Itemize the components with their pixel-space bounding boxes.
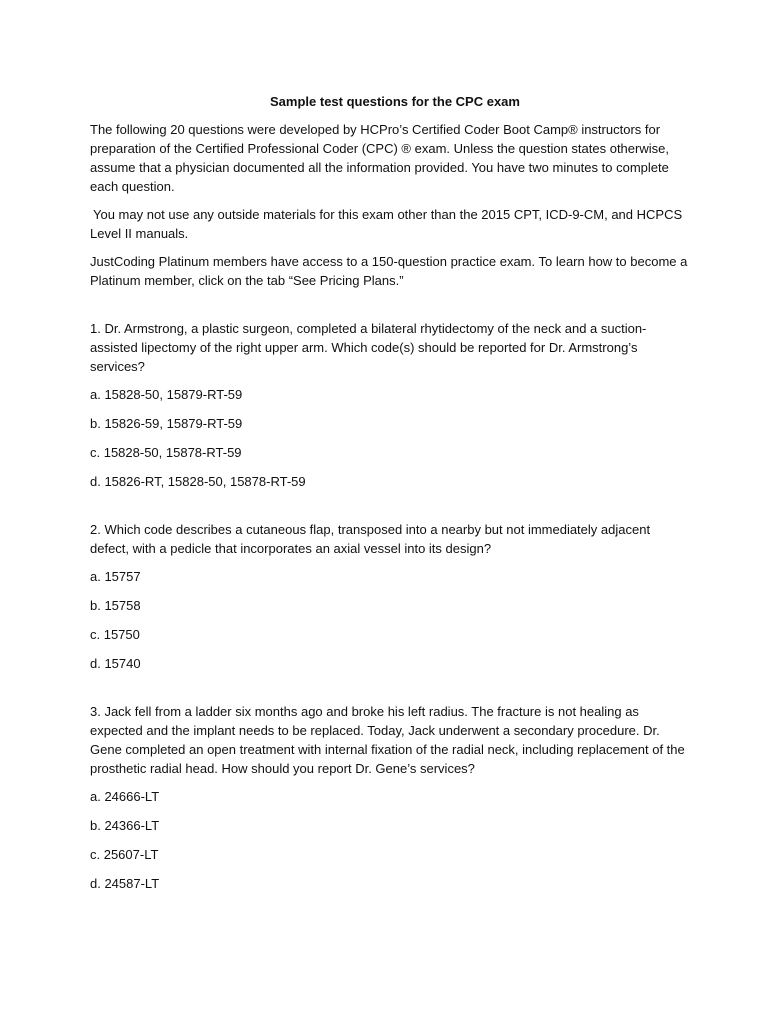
answer-option: b. 15758 [90,598,141,613]
answer-list [90,385,690,491]
intro-paragraph-2: You may not use any outside materials for this exam other than the 2015 CPT, ICD-9-CM, and HCPCS Level II manuals. [90,207,683,241]
question-text: 3. Jack fell from a ladder six months ago and broke his left radius. The fracture is not healing as expected and the implant needs to be replaced. Today, Jack underwent a secondary procedure. Dr. Gene completed an open treatment with internal fixation of the radial neck, including replacement of the prosthetic radial head. How should you report Dr. Gene’s services? [90,704,685,776]
answer-option: c. 15750 [90,627,140,642]
document-page [90,92,690,903]
answer-option: d. 15740 [90,656,141,671]
question-text: 2. Which code describes a cutaneous flap, transposed into a nearby but not immediately adjacent defect, with a pedicle that incorporates an axial vessel into its design? [90,522,651,556]
answer-option: c. 15828-50, 15878-RT-59 [90,445,242,460]
answer-option: c. 25607-LT [90,847,159,862]
answer-option: b. 24366-LT [90,818,160,833]
question-3 [90,702,690,893]
answer-option: a. 15828-50, 15879-RT-59 [90,387,243,402]
intro-paragraph-3: JustCoding Platinum members have access to a 150-question practice exam. To learn how to become a Platinum member, click on the tab “See Pricing Plans.” [90,254,688,288]
answer-option: d. 24587-LT [90,876,160,891]
document-title: Sample test questions for the CPC exam [270,94,520,109]
answer-option: a. 24666-LT [90,789,160,804]
intro-paragraph-1: The following 20 questions were developed by HCPro’s Certified Coder Boot Camp® instructors for preparation of the Certified Professional Coder (CPC) ® exam. Unless the question states otherwise, assume that a physician documented all the information provided. You have two minutes to complete each question. [90,122,669,194]
question-2 [90,520,690,673]
answer-list [90,567,690,673]
answer-option: a. 15757 [90,569,141,584]
question-1 [90,319,690,491]
answer-list [90,787,690,893]
question-text: 1. Dr. Armstrong, a plastic surgeon, completed a bilateral rhytidectomy of the neck and a suction-assisted lipectomy of the right upper arm. Which code(s) should be reported for Dr. Armstrong’s services? [90,321,647,374]
answer-option: b. 15826-59, 15879-RT-59 [90,416,243,431]
answer-option: d. 15826-RT, 15828-50, 15878-RT-59 [90,474,306,489]
